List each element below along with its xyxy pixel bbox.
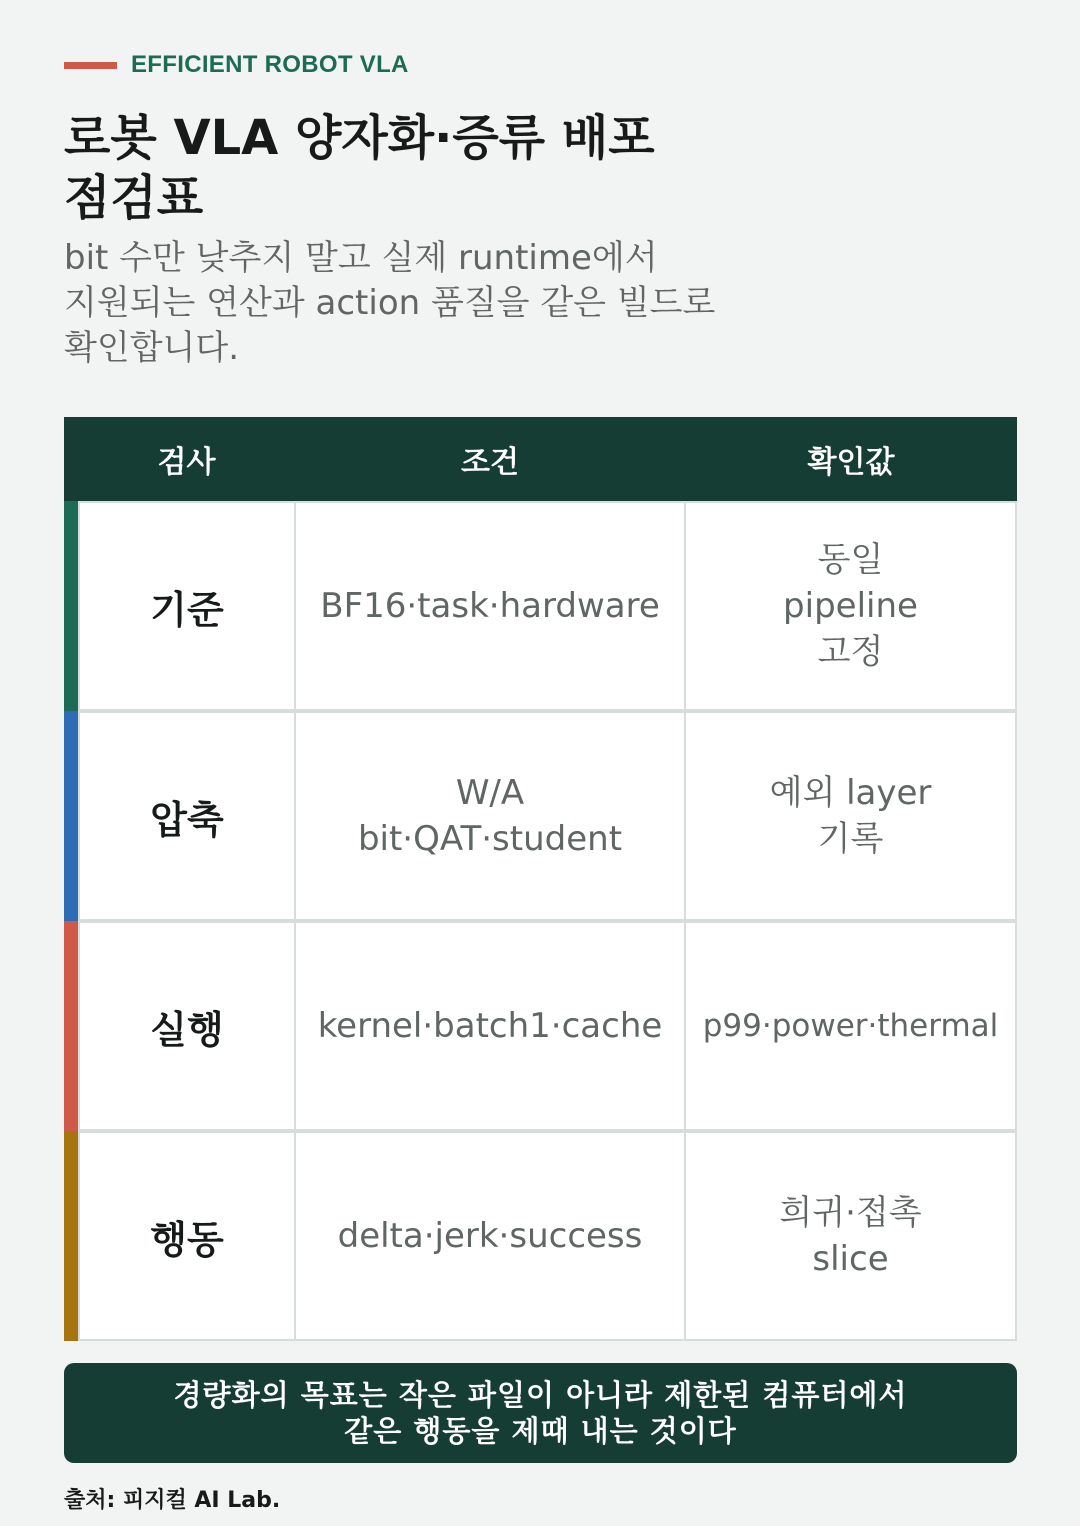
page-title [64, 108, 704, 228]
row-accent-bar [64, 711, 78, 921]
row-label: 압축 [150, 797, 224, 842]
row-label-cell [78, 1131, 296, 1341]
condition-cell [294, 501, 686, 711]
eyebrow [64, 50, 409, 80]
check-line: p99·power·thermal [702, 1008, 999, 1044]
condition-line: delta·jerk·success [337, 1216, 643, 1256]
header-check: 검사 [157, 445, 216, 480]
row-label: 행동 [150, 1217, 224, 1262]
row-label-cell [78, 501, 296, 711]
table-header [64, 417, 1017, 501]
check-line: pipeline [783, 586, 918, 626]
row-label: 기준 [150, 587, 224, 632]
condition-line: BF16·task·hardware [320, 586, 660, 626]
row-accent-bar [64, 921, 78, 1131]
condition-value [330, 1213, 651, 1259]
eyebrow-label: EFFICIENT ROBOT VLA [131, 51, 409, 78]
condition-line: bit·QAT·student [357, 819, 623, 859]
takeaway-banner [64, 1363, 1017, 1463]
check-line: 기록 [817, 819, 884, 859]
check-line: slice [812, 1239, 889, 1279]
header-verify-value: 확인값 [807, 445, 895, 480]
check-cell [684, 501, 1017, 711]
condition-line: kernel·batch1·cache [317, 1006, 663, 1046]
condition-value [310, 1003, 671, 1049]
condition-line: W/A [455, 773, 525, 813]
condition-value [350, 770, 630, 862]
check-cell [684, 921, 1017, 1131]
row-accent-bar [64, 501, 78, 711]
subtitle-line-3: 확인합니다. [64, 328, 240, 368]
banner-line-1: 경량화의 목표는 작은 파일이 아니라 제한된 컴퓨터에서 [173, 1378, 908, 1412]
condition-cell [294, 921, 686, 1131]
row-accent-bar [64, 1131, 78, 1341]
page-title-line-1: 로봇 VLA 양자화·증류 배포 [64, 110, 655, 166]
check-line: 예외 layer [769, 773, 932, 813]
table-row [64, 501, 1017, 711]
table-row [64, 711, 1017, 921]
check-line: 동일 [817, 540, 884, 580]
banner-line-2: 같은 행동을 제때 내는 것이다 [344, 1414, 737, 1448]
check-line: 희귀·접촉 [779, 1193, 922, 1233]
check-cell [684, 711, 1017, 921]
check-value [695, 1003, 1007, 1049]
condition-cell [294, 711, 686, 921]
check-value [775, 537, 926, 675]
condition-value [312, 583, 667, 629]
check-value [762, 770, 940, 862]
row-label: 실행 [150, 1007, 224, 1052]
check-value [771, 1190, 929, 1282]
table-row [64, 1131, 1017, 1341]
subtitle-line-1: bit 수만 낮추지 말고 실제 runtime에서 [64, 238, 658, 278]
row-label-cell [78, 921, 296, 1131]
check-line: 고정 [817, 632, 884, 672]
page-title-line-2: 점검표 [64, 170, 204, 226]
subtitle-line-2: 지원되는 연산과 action 품질을 같은 빌드로 [64, 283, 716, 323]
header-condition: 조건 [461, 445, 519, 480]
check-cell [684, 1131, 1017, 1341]
condition-cell [294, 1131, 686, 1341]
row-label-cell [78, 711, 296, 921]
table-row [64, 921, 1017, 1131]
page-subtitle [64, 236, 764, 371]
source-credit: 출처: 피지컬 AI Lab. [64, 1488, 281, 1513]
checklist-table [64, 417, 1017, 1341]
eyebrow-accent-bar [64, 62, 117, 69]
